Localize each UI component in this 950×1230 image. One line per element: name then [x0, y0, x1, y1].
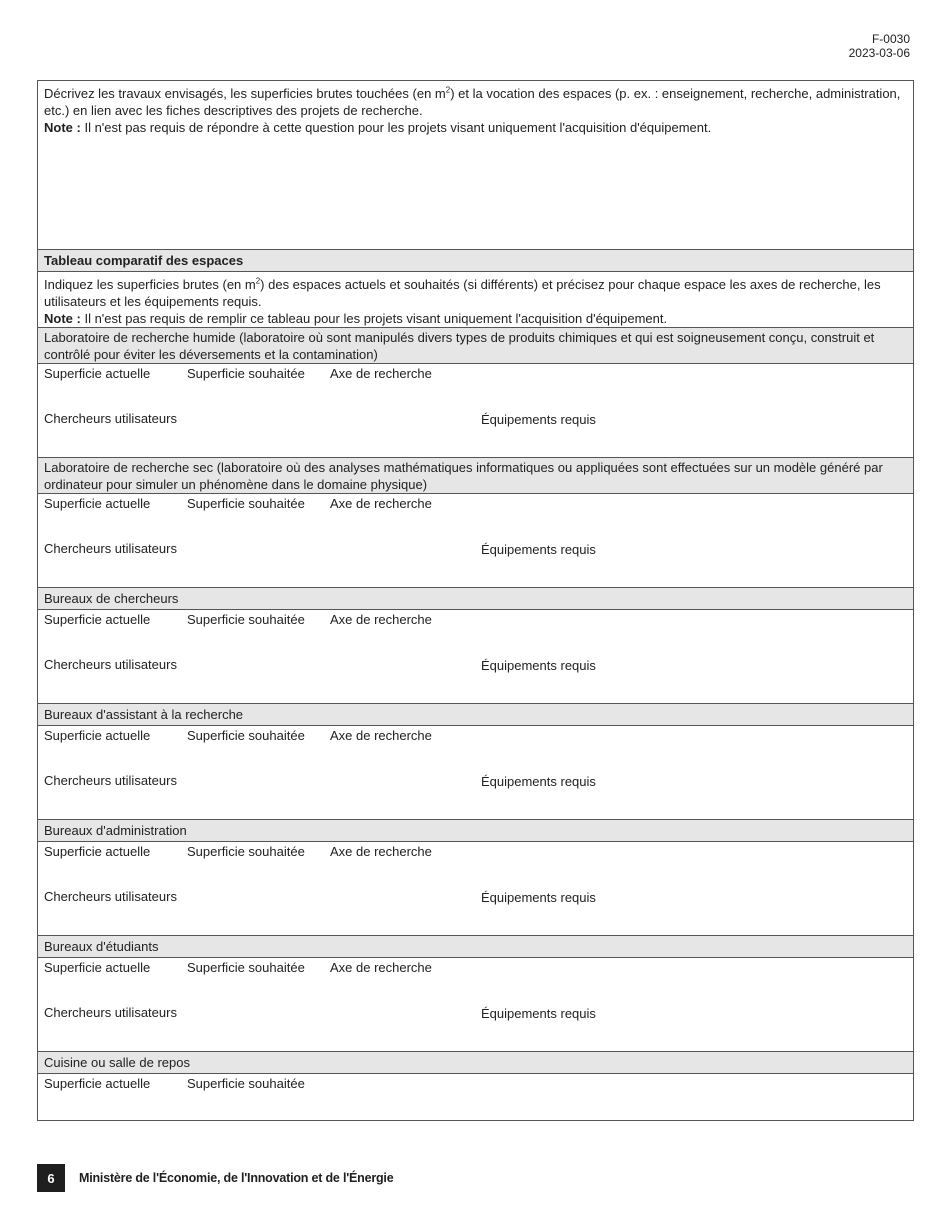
researchers-field[interactable]: Chercheurs utilisateurs	[44, 1005, 177, 1020]
form-table	[37, 80, 914, 1121]
research-axis-field[interactable]: Axe de recherche	[330, 728, 432, 743]
equipment-field[interactable]: Équipements requis	[481, 658, 596, 673]
section-fields-admin-offices	[38, 842, 913, 936]
form-date: 2023-03-06	[848, 46, 910, 60]
research-axis-field[interactable]: Axe de recherche	[330, 366, 432, 381]
desired-area-field[interactable]: Superficie souhaitée	[187, 366, 305, 381]
current-area-field[interactable]: Superficie actuelle	[44, 612, 151, 627]
desired-area-field[interactable]: Superficie souhaitée	[187, 844, 305, 859]
research-axis-field[interactable]: Axe de recherche	[330, 844, 432, 859]
intro-question: Décrivez les travaux envisagés, les superficies brutes touchées (en $m^2$) et la vocation des espaces (p. ex. : enseignement, recherche, administration, etc.) en lien avec les fiches descriptives des projets de recherche.	[44, 85, 901, 118]
section-header-kitchen: Cuisine ou salle de repos	[38, 1052, 913, 1074]
current-area-field[interactable]: Superficie actuelle	[44, 728, 151, 743]
equipment-field[interactable]: Équipements requis	[481, 1006, 596, 1021]
desired-area-field[interactable]: Superficie souhaitée	[187, 728, 305, 743]
equipment-field[interactable]: Équipements requis	[481, 412, 596, 427]
form-reference	[849, 32, 910, 60]
current-area-field[interactable]: Superficie actuelle	[44, 496, 151, 511]
section-fields-assistant-offices	[38, 726, 913, 820]
research-axis-field[interactable]: Axe de recherche	[330, 612, 432, 627]
section-header-wet-lab: Laboratoire de recherche humide (laboratoire où sont manipulés divers types de produits chimiques et qui est soigneusement conçu, construit et contrôlé pour éviter les déversements et la contamination)	[38, 328, 913, 364]
research-axis-field[interactable]: Axe de recherche	[330, 960, 432, 975]
current-area-field[interactable]: Superficie actuelle	[44, 366, 151, 381]
section-header-assistant-offices: Bureaux d'assistant à la recherche	[38, 704, 913, 726]
section-fields-researcher-offices	[38, 610, 913, 704]
table-instructions: Indiquez les superficies brutes (en $m^2$) des espaces actuels et souhaités (si différents) et précisez pour chaque espace les axes de recherche, les utilisateurs et les équipements requis. Note : Il n'est pas requis de remplir ce tableau pour les projets visant uniquement l'acquisition d'équipement.	[38, 272, 913, 328]
researchers-field[interactable]: Chercheurs utilisateurs	[44, 657, 177, 672]
page-footer	[37, 1164, 393, 1192]
researchers-field[interactable]: Chercheurs utilisateurs	[44, 411, 177, 426]
current-area-field[interactable]: Superficie actuelle	[44, 960, 151, 975]
section-fields-dry-lab	[38, 494, 913, 588]
research-axis-field[interactable]: Axe de recherche	[330, 496, 432, 511]
intro-note: Note : Il n'est pas requis de répondre à cette question pour les projets visant uniquement l'acquisition d'équipement.	[44, 120, 712, 135]
ministry-name: Ministère de l'Économie, de l'Innovation et de l'Énergie	[79, 1171, 394, 1185]
page-number: 6	[37, 1164, 65, 1192]
desired-area-field[interactable]: Superficie souhaitée	[187, 1076, 305, 1091]
researchers-field[interactable]: Chercheurs utilisateurs	[44, 889, 177, 904]
current-area-field[interactable]: Superficie actuelle	[44, 844, 151, 859]
equipment-field[interactable]: Équipements requis	[481, 542, 596, 557]
equipment-field[interactable]: Équipements requis	[481, 890, 596, 905]
section-fields-wet-lab	[38, 364, 913, 458]
table-title: Tableau comparatif des espaces	[38, 250, 913, 272]
desired-area-field[interactable]: Superficie souhaitée	[187, 960, 305, 975]
form-number: F-0030	[871, 32, 910, 46]
section-fields-kitchen	[38, 1074, 913, 1120]
desired-area-field[interactable]: Superficie souhaitée	[187, 496, 305, 511]
researchers-field[interactable]: Chercheurs utilisateurs	[44, 541, 177, 556]
intro-question-field[interactable]	[38, 81, 913, 250]
desired-area-field[interactable]: Superficie souhaitée	[187, 612, 305, 627]
section-header-student-offices: Bureaux d'étudiants	[38, 936, 913, 958]
section-fields-student-offices	[38, 958, 913, 1052]
current-area-field[interactable]: Superficie actuelle	[44, 1076, 151, 1091]
equipment-field[interactable]: Équipements requis	[481, 774, 596, 789]
section-header-researcher-offices: Bureaux de chercheurs	[38, 588, 913, 610]
section-header-dry-lab: Laboratoire de recherche sec (laboratoire où des analyses mathématiques informatiques ou appliquées sont effectuées sur un modèle généré par ordinateur pour simuler un phénomène dans le domaine physique)	[38, 458, 913, 494]
researchers-field[interactable]: Chercheurs utilisateurs	[44, 773, 177, 788]
section-header-admin-offices: Bureaux d'administration	[38, 820, 913, 842]
